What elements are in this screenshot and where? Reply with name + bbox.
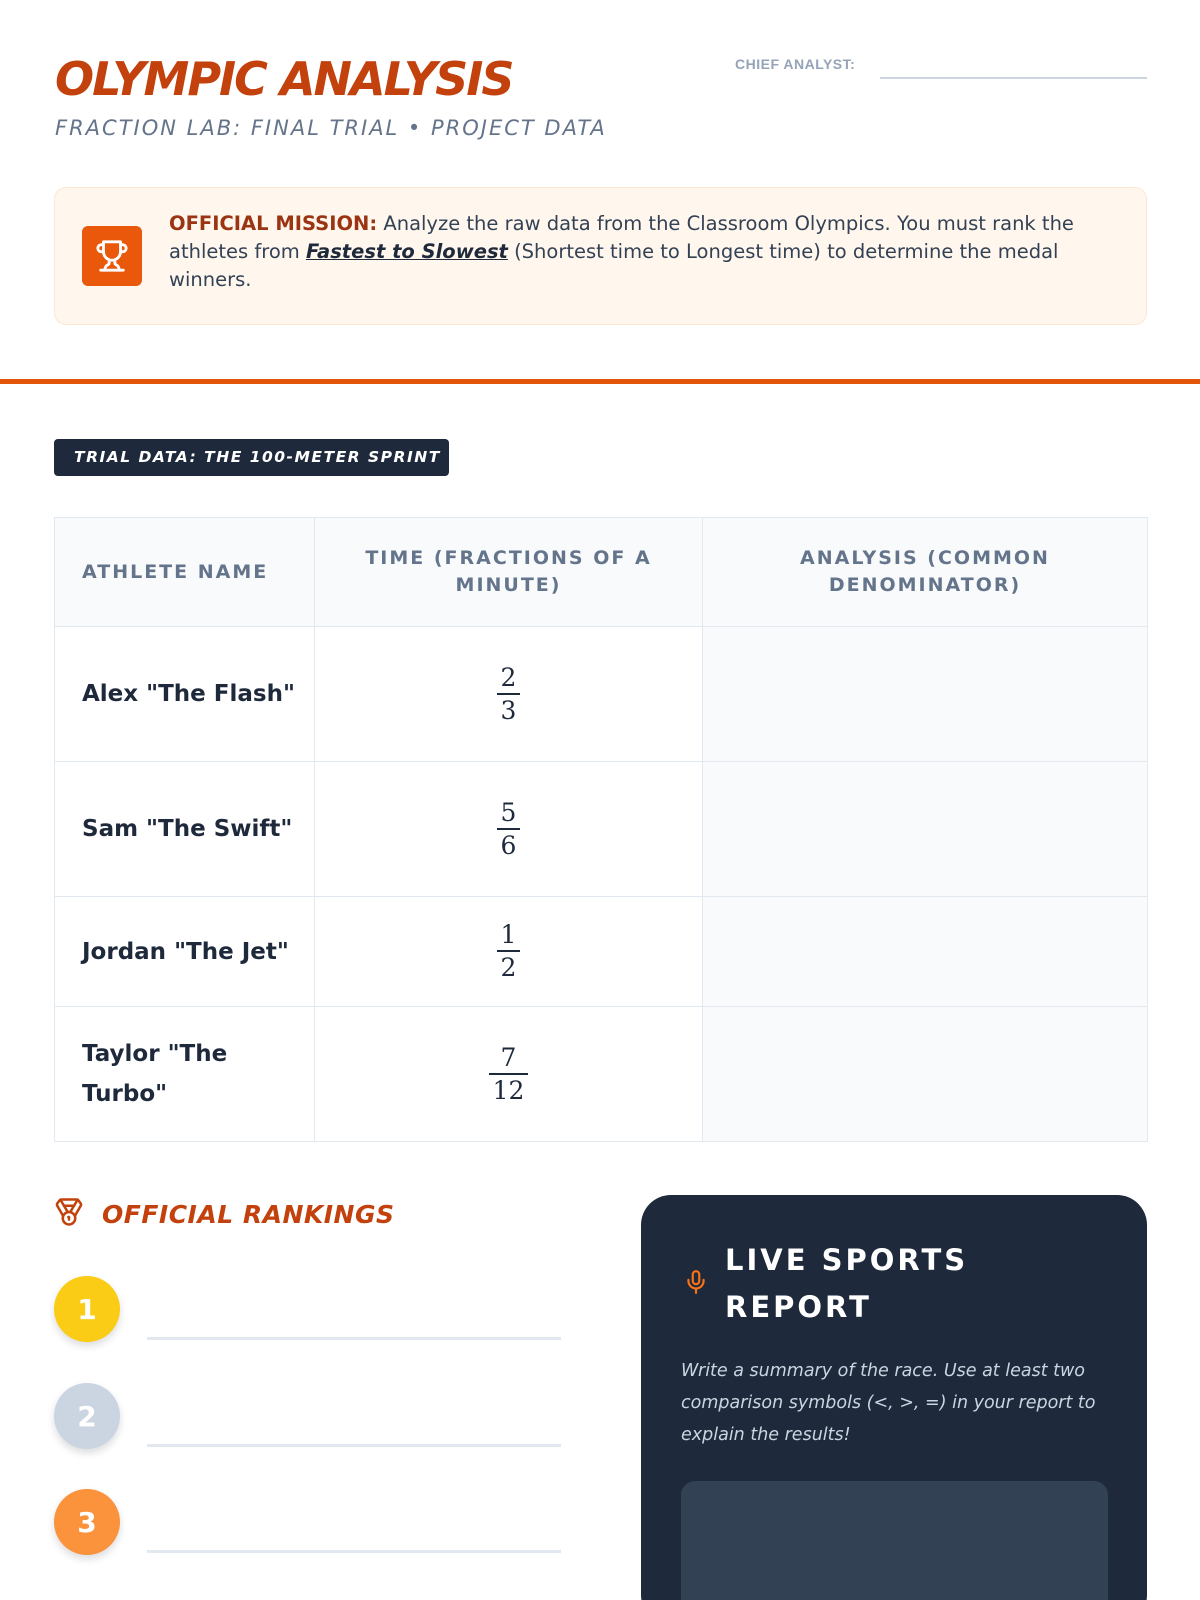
section-divider: [0, 379, 1200, 384]
fraction-numerator: 1: [500, 920, 517, 949]
report-title: LIVE SPORTS REPORT: [725, 1243, 969, 1324]
fraction-bar: [497, 693, 521, 695]
fraction-bar: [497, 950, 521, 952]
fraction-denominator: 6: [500, 830, 517, 860]
microphone-icon: [683, 1267, 709, 1302]
page-title: OLYMPIC ANALYSIS: [55, 52, 513, 106]
trial-section-tag: TRIAL DATA: THE 100-METER SPRINT: [54, 439, 449, 476]
time-cell: [315, 762, 703, 897]
mission-emphasis: Fastest to Slowest: [305, 240, 508, 263]
athlete-name: Taylor "The Turbo": [55, 1007, 315, 1142]
athlete-name: Alex "The Flash": [55, 627, 315, 762]
trophy-icon: [82, 226, 142, 286]
athlete-name: Jordan "The Jet": [55, 897, 315, 1007]
athlete-name: Sam "The Swift": [55, 762, 315, 897]
analysis-answer-cell[interactable]: [703, 627, 1148, 762]
fraction: [489, 1044, 529, 1105]
fraction-bar: [497, 828, 521, 830]
page-subtitle: FRACTION LAB: FINAL TRIAL • PROJECT DATA: [55, 116, 607, 140]
rank-medal-bronze: 3: [54, 1489, 120, 1555]
time-cell: [315, 897, 703, 1007]
fraction-denominator: 3: [500, 695, 517, 725]
mission-text: [169, 210, 1124, 294]
header-time: TIME (FRACTIONS OF A MINUTE): [315, 518, 703, 627]
header-athlete-name: ATHLETE NAME: [55, 518, 315, 627]
mission-lead: OFFICIAL MISSION:: [169, 212, 378, 235]
rank-answer-line[interactable]: [147, 1337, 561, 1340]
fraction: [497, 664, 521, 725]
analysis-answer-cell[interactable]: [703, 762, 1148, 897]
header-analysis: ANALYSIS (COMMON DENOMINATOR): [703, 518, 1148, 627]
analysis-answer-cell[interactable]: [703, 897, 1148, 1007]
mission-body-start: Analyze the raw data from the Classroom Olympics. You must rank the athletes from: [169, 212, 1074, 263]
analysis-answer-cell[interactable]: [703, 1007, 1148, 1142]
table-row: [55, 762, 1148, 897]
rank-answer-line[interactable]: [147, 1444, 561, 1447]
fraction-denominator: 2: [500, 953, 517, 982]
time-cell: [315, 627, 703, 762]
medal-icon: [54, 1196, 84, 1233]
sports-report-card: [641, 1195, 1147, 1600]
table-row: [55, 897, 1148, 1007]
mission-box: [54, 187, 1147, 325]
rank-answer-line[interactable]: [147, 1550, 561, 1553]
fraction-denominator: 12: [492, 1075, 525, 1105]
fraction-numerator: 5: [500, 797, 517, 827]
fraction-numerator: 7: [500, 1042, 517, 1072]
fraction: [497, 799, 521, 860]
rankings-heading-label: OFFICIAL RANKINGS: [102, 1200, 395, 1229]
chief-analyst-label: CHIEF ANALYST:: [735, 56, 856, 72]
rankings-heading: [54, 1196, 394, 1233]
rank-item: [54, 1383, 564, 1449]
chief-analyst-input-line[interactable]: [880, 77, 1147, 79]
report-writing-area[interactable]: [681, 1481, 1108, 1600]
rank-item: [54, 1276, 564, 1342]
time-cell: [315, 1007, 703, 1142]
table-header-row: [55, 518, 1148, 627]
fraction-numerator: 2: [500, 662, 517, 692]
mission-body-end: (Shortest time to Longest time) to determine the medal winners.: [169, 240, 1059, 291]
fraction-bar: [489, 1073, 529, 1075]
rank-medal-silver: 2: [54, 1383, 120, 1449]
rank-medal-gold: 1: [54, 1276, 120, 1342]
table-row: [55, 627, 1148, 762]
rank-item: [54, 1489, 564, 1555]
table-row: [55, 1007, 1148, 1142]
fraction: [497, 921, 521, 982]
report-description: Write a summary of the race. Use at least two comparison symbols (<, >, =) in your report to explain the results!: [681, 1361, 1096, 1445]
trial-data-table: [54, 517, 1148, 1142]
